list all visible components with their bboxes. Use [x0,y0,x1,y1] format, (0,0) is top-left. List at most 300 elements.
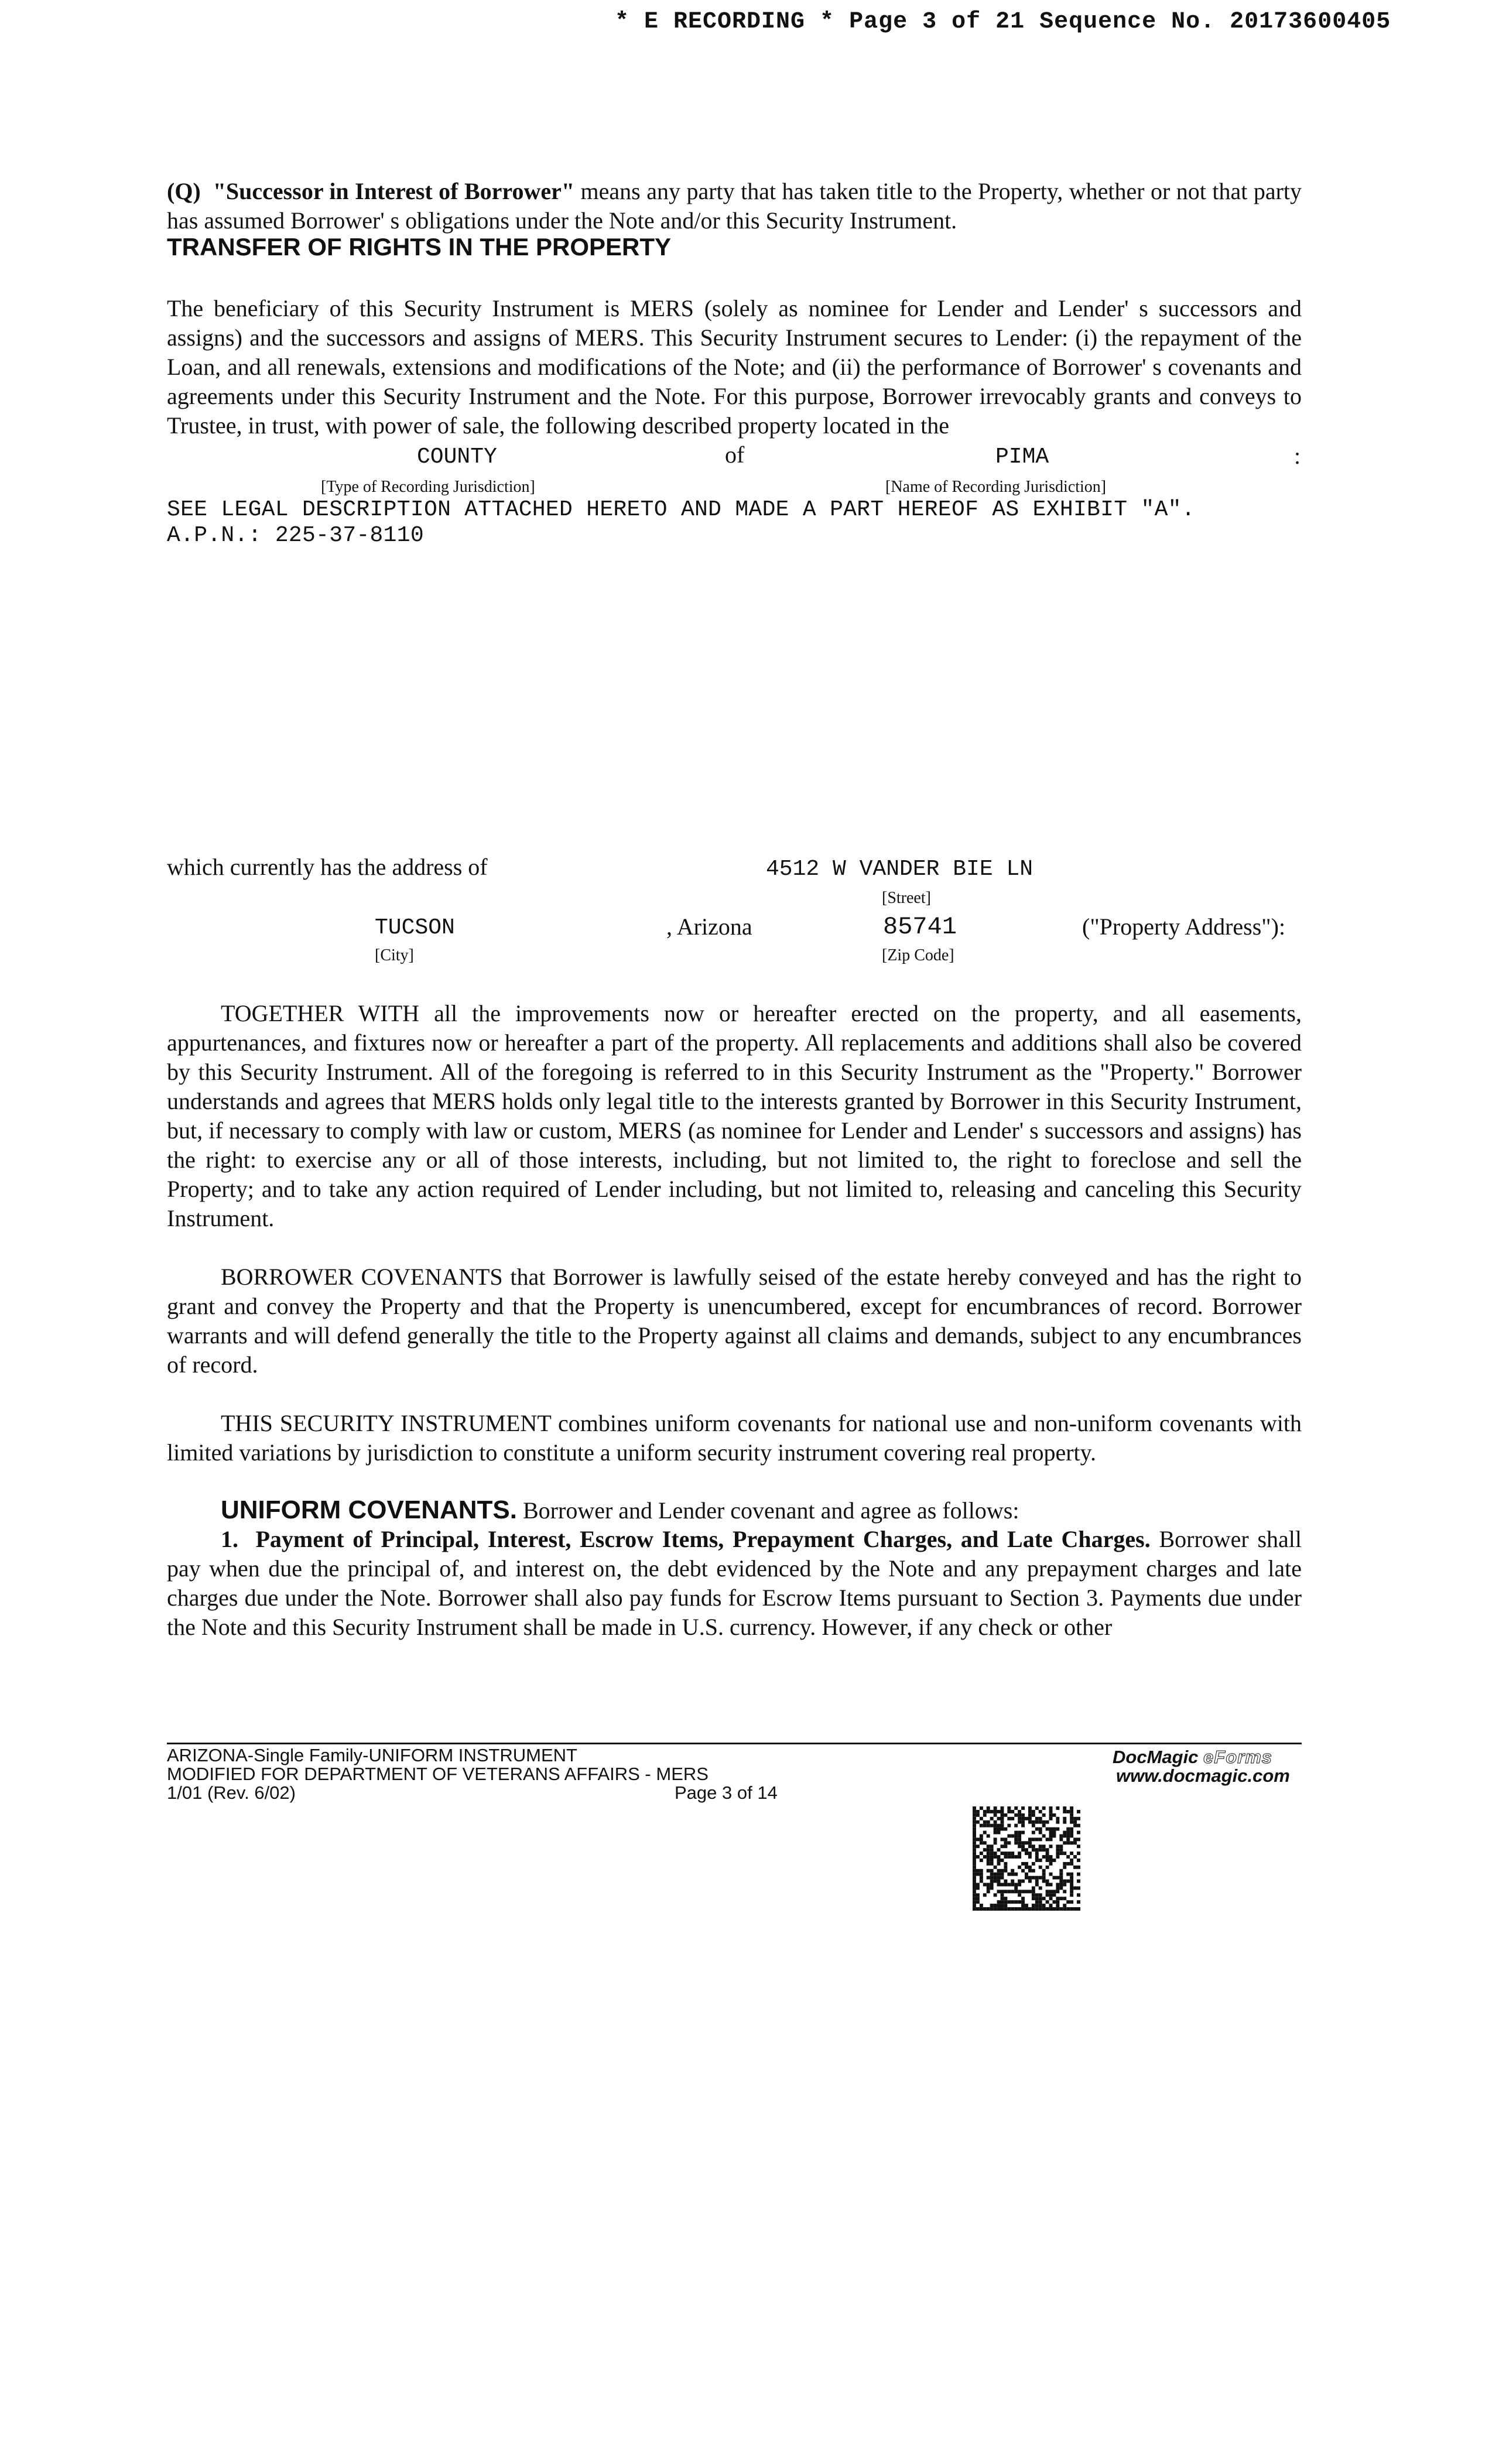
qr-cell [1039,1897,1042,1900]
qr-cell [1035,1828,1039,1831]
qr-cell [1007,1890,1011,1893]
qr-cell [1004,1897,1007,1900]
qr-cell [1077,1810,1080,1813]
qr-cell [1028,1855,1032,1859]
qr-cell [1032,1820,1035,1824]
qr-cell [1049,1904,1053,1907]
qr-cell [973,1893,976,1897]
qr-cell [1032,1848,1035,1852]
qr-cell [1066,1907,1070,1911]
qr-cell [1014,1900,1018,1904]
qr-cell [1056,1886,1059,1890]
qr-cell [1070,1820,1073,1824]
qr-cell [1049,1834,1053,1837]
qr-cell [1073,1820,1077,1824]
security-instrument-paragraph: THIS SECURITY INSTRUMENT combines uniform covenants for national use and non-uniform covenants with limited variations by jurisdiction to constitute a uniform security instrument covering real property. [167,1410,1302,1466]
qr-cell [1049,1817,1053,1820]
qr-cell [1077,1844,1080,1848]
qr-cell [1042,1873,1046,1876]
qr-cell [1073,1841,1077,1844]
jurisdiction-name-label: [Name of Recording Jurisdiction] [885,478,1107,496]
qr-cell [973,1900,976,1904]
qr-cell [1011,1873,1014,1876]
qr-cell [990,1904,994,1907]
jurisdiction-type-value: COUNTY [417,444,497,470]
qr-cell [980,1904,983,1907]
qr-cell [994,1810,997,1813]
qr-cell [1011,1900,1014,1904]
qr-cell [1021,1844,1025,1848]
qr-cell [1039,1876,1042,1880]
qr-cell [1056,1820,1059,1824]
qr-cell [997,1876,1001,1880]
qr-cell [1039,1866,1042,1869]
qr-cell [1042,1897,1046,1900]
qr-cell [1028,1876,1032,1880]
qr-cell [1004,1852,1007,1855]
qr-cell [990,1859,994,1862]
qr-cell [1004,1904,1007,1907]
qr-cell [973,1831,976,1835]
qr-cell [997,1848,1001,1852]
qr-cell [990,1886,994,1890]
qr-cell [1066,1873,1070,1876]
qr-cell [1004,1900,1007,1904]
qr-cell [1066,1837,1070,1841]
qr-cell [1066,1831,1070,1835]
qr-cell [983,1848,987,1852]
definition-q-term: "Successor in Interest of Borrower" [213,178,575,204]
qr-cell [976,1844,980,1848]
qr-cell [1039,1820,1042,1824]
qr-cell [1073,1824,1077,1828]
qr-cell [1056,1904,1059,1907]
qr-cell [987,1859,990,1862]
qr-cell [1056,1855,1059,1859]
qr-cell [1070,1873,1073,1876]
qr-cell [1056,1844,1059,1848]
qr-cell [1007,1817,1011,1820]
qr-cell [1056,1876,1059,1880]
qr-cell [1035,1820,1039,1824]
qr-cell [1011,1869,1014,1873]
qr-cell [1049,1890,1053,1893]
qr-cell [973,1810,976,1813]
qr-cell [994,1828,997,1831]
qr-cell [1035,1848,1039,1852]
qr-cell [1028,1866,1032,1869]
qr-cell [1066,1834,1070,1837]
recording-banner: * E RECORDING * Page 3 of 21 Sequence No. 20173600405 [615,9,1391,35]
qr-cell [997,1904,1001,1907]
qr-cell [1007,1907,1011,1911]
qr-cell [990,1876,994,1880]
qr-cell [1001,1883,1004,1887]
qr-cell [1056,1848,1059,1852]
qr-cell [1021,1904,1025,1907]
qr-cell [1059,1876,1063,1880]
qr-cell [1032,1893,1035,1897]
qr-cell [1001,1837,1004,1841]
qr-cell [987,1824,990,1828]
address-intro: which currently has the address of [167,854,488,880]
qr-cell [1011,1907,1014,1911]
qr-cell [1070,1852,1073,1855]
qr-cell [997,1859,1001,1862]
qr-cell [1070,1900,1073,1904]
qr-cell [1025,1841,1028,1844]
qr-cell [973,1820,976,1824]
address-street-label: [Street] [882,889,931,907]
qr-cell [1077,1880,1080,1883]
qr-cell [1035,1806,1039,1810]
qr-cell [1018,1893,1021,1897]
qr-cell [1001,1904,1004,1907]
qr-cell [976,1897,980,1900]
qr-cell [1046,1852,1049,1855]
qr-cell [1025,1862,1028,1866]
address-property-address: ("Property Address"): [1082,913,1286,940]
qr-cell [1028,1844,1032,1848]
qr-cell [990,1880,994,1883]
qr-cell [1035,1855,1039,1859]
qr-cell [1046,1880,1049,1883]
qr-cell [976,1907,980,1911]
transfer-heading: TRANSFER OF RIGHTS IN THE PROPERTY [167,233,672,261]
qr-cell [1004,1813,1007,1817]
qr-cell [1018,1900,1021,1904]
qr-cell [1066,1880,1070,1883]
qr-cell [1021,1841,1025,1844]
footer-website: www.docmagic.com [1116,1765,1290,1786]
qr-cell [1032,1824,1035,1828]
qr-cell [1059,1852,1063,1855]
qr-cell [1018,1883,1021,1887]
uniform-covenants-intro-text: Borrower and Lender covenant and agree as follows: [523,1497,1019,1524]
qr-cell [1032,1869,1035,1873]
qr-cell [973,1813,976,1817]
qr-cell [1039,1848,1042,1852]
address-state: , Arizona [666,913,752,940]
qr-cell [997,1883,1001,1887]
qr-cell [1007,1810,1011,1813]
qr-cell [1001,1873,1004,1876]
qr-cell [1025,1848,1028,1852]
qr-cell [976,1873,980,1876]
qr-cell [973,1873,976,1876]
qr-cell [1014,1855,1018,1859]
qr-cell [987,1890,990,1893]
qr-cell [994,1866,997,1869]
qr-cell [987,1869,990,1873]
qr-cell [1077,1859,1080,1862]
qr-cell [1001,1859,1004,1862]
qr-cell [1042,1904,1046,1907]
qr-cell [1039,1828,1042,1831]
qr-cell [990,1855,994,1859]
qr-cell [1042,1824,1046,1828]
qr-cell [1046,1828,1049,1831]
qr-cell [973,1876,976,1880]
qr-cell [990,1869,994,1873]
address-city: TUCSON [375,915,455,940]
qr-cell [1014,1841,1018,1844]
qr-cell [1073,1866,1077,1869]
qr-cell [1053,1876,1056,1880]
qr-cell [1014,1824,1018,1828]
qr-cell [973,1869,976,1873]
qr-cell [1070,1880,1073,1883]
qr-cell [1007,1852,1011,1855]
qr-cell [1014,1831,1018,1835]
qr-cell [1011,1880,1014,1883]
qr-cell [1063,1806,1066,1810]
qr-cell [987,1848,990,1852]
definition-q-marker: (Q) [167,178,201,204]
qr-cell [1077,1837,1080,1841]
qr-cell [1025,1852,1028,1855]
qr-cell [980,1873,983,1876]
qr-cell [983,1813,987,1817]
qr-cell [1014,1886,1018,1890]
qr-cell [1077,1831,1080,1835]
qr-cell [1018,1834,1021,1837]
qr-cell [1056,1828,1059,1831]
qr-cell [1018,1855,1021,1859]
qr-cell [1056,1883,1059,1887]
footer-form-line3: 1/01 (Rev. 6/02) [167,1782,296,1803]
qr-cell [1049,1859,1053,1862]
qr-cell [1059,1844,1063,1848]
qr-cell [1049,1897,1053,1900]
qr-cell [1070,1813,1073,1817]
qr-cell [976,1869,980,1873]
qr-cell [1053,1890,1056,1893]
footer-rule [167,1743,1302,1744]
qr-cell [973,1859,976,1862]
qr-cell [1042,1820,1046,1824]
qr-cell [1007,1841,1011,1844]
qr-cell [1053,1900,1056,1904]
qr-cell [1001,1907,1004,1911]
qr-cell [1021,1862,1025,1866]
qr-cell [1032,1831,1035,1835]
qr-cell [997,1880,1001,1883]
qr-cell [1021,1848,1025,1852]
address-street: 4512 W VANDER BIE LN [766,857,1033,882]
qr-cell [1066,1862,1070,1866]
qr-cell [973,1855,976,1859]
qr-cell [1039,1886,1042,1890]
borrower-covenants-paragraph: BORROWER COVENANTS that Borrower is lawfully seised of the estate hereby conveyed and has the right to grant and convey the Property and that the Property is unencumbered, except for encumbrances of record. Borrower warrants and will defend generally the title to the Property against all claims and demands, subject to any encumbrances of record. [167,1264,1302,1378]
qr-cell [1059,1907,1063,1911]
qr-cell [997,1824,1001,1828]
qr-cell [987,1886,990,1890]
qr-cell [987,1862,990,1866]
qr-cell [973,1828,976,1831]
qr-cell [1059,1834,1063,1837]
qr-cell [997,1890,1001,1893]
qr-cell [987,1806,990,1810]
qr-cell [1063,1820,1066,1824]
address-city-label: [City] [375,946,414,964]
qr-cell [983,1893,987,1897]
qr-cell [1070,1859,1073,1862]
qr-cell [1028,1907,1032,1911]
qr-cell [1035,1880,1039,1883]
qr-cell [1070,1828,1073,1831]
qr-cell [1004,1907,1007,1911]
qr-cell [990,1883,994,1887]
qr-cell [990,1852,994,1855]
qr-cell [1053,1831,1056,1835]
qr-cell [1053,1813,1056,1817]
qr-cell [1028,1817,1032,1820]
qr-cell [997,1828,1001,1831]
qr-cell [1021,1831,1025,1835]
qr-cell [973,1886,976,1890]
qr-cell [994,1893,997,1897]
qr-cell [1032,1907,1035,1911]
qr-cell [980,1806,983,1810]
qr-cell [1032,1837,1035,1841]
qr-cell [1070,1817,1073,1820]
qr-cell [1049,1806,1053,1810]
qr-cell [1028,1880,1032,1883]
qr-cell [1011,1834,1014,1837]
qr-cell [1021,1824,1025,1828]
qr-cell [1018,1831,1021,1835]
qr-cell [1070,1810,1073,1813]
qr-cell [1077,1824,1080,1828]
qr-cell [1070,1907,1073,1911]
qr-cell [1001,1828,1004,1831]
qr-cell [1049,1844,1053,1848]
qr-cell [1066,1810,1070,1813]
qr-cell [1066,1828,1070,1831]
qr-cell [1014,1834,1018,1837]
covenant-1-text: Borrower shall pay when due the principal of, and interest on, the debt evidenced by the Note and any prepayment charges and late charges due under the Note. Borrower shall also pay funds for Escrow Items pursuant to Section 3. Payments due under the Note and this Security Instrument shall be made in U.S. currency. However, if any check or other [167,1526,1302,1640]
qr-cell [1063,1907,1066,1911]
qr-cell [987,1844,990,1848]
qr-cell [1025,1904,1028,1907]
qr-cell [1032,1904,1035,1907]
qr-cell [1077,1873,1080,1876]
qr-cell [1035,1817,1039,1820]
qr-cell [973,1897,976,1900]
qr-cell [1014,1883,1018,1887]
qr-cell [1018,1866,1021,1869]
qr-cell [1032,1876,1035,1880]
qr-cell [1070,1862,1073,1866]
qr-cell [997,1855,1001,1859]
uniform-covenants-intro [167,1495,1302,1525]
qr-cell [1077,1900,1080,1904]
footer-brand [1113,1747,1272,1767]
qr-cell [983,1820,987,1824]
qr-cell [1011,1852,1014,1855]
qr-cell [1035,1876,1039,1880]
qr-cell [1007,1834,1011,1837]
uniform-covenants-heading: UNIFORM COVENANTS. [221,1495,517,1524]
qr-cell [1001,1897,1004,1900]
qr-cell [973,1852,976,1855]
qr-cell [1018,1880,1021,1883]
qr-cell [1056,1900,1059,1904]
qr-cell [1004,1866,1007,1869]
qr-cell [1004,1855,1007,1859]
qr-cell [1021,1817,1025,1820]
qr-cell [1046,1866,1049,1869]
qr-cell [973,1817,976,1820]
qr-cell [1063,1862,1066,1866]
qr-cell [1053,1907,1056,1911]
qr-cell [1070,1893,1073,1897]
qr-cell [987,1876,990,1880]
qr-cell [980,1880,983,1883]
qr-cell [1025,1866,1028,1869]
qr-cell [1066,1841,1070,1844]
qr-cell [1077,1852,1080,1855]
qr-cell [1059,1837,1063,1841]
qr-cell [1039,1859,1042,1862]
qr-cell [1063,1866,1066,1869]
qr-cell [1028,1852,1032,1855]
qr-cell [987,1810,990,1813]
qr-cell [1001,1890,1004,1893]
qr-cell [980,1837,983,1841]
jurisdiction-of: of [725,442,745,468]
qr-cell [997,1862,1001,1866]
qr-cell [1032,1810,1035,1813]
qr-cell [1046,1859,1049,1862]
qr-cell [1073,1907,1077,1911]
qr-cell [1042,1876,1046,1880]
qr-cell [973,1866,976,1869]
legal-description-line1: SEE LEGAL DESCRIPTION ATTACHED HERETO AND MADE A PART HEREOF AS EXHIBIT "A". [167,497,1195,522]
qr-cell [997,1907,1001,1911]
qr-cell [1014,1890,1018,1893]
qr-cell [1004,1841,1007,1844]
qr-cell [1053,1828,1056,1831]
qr-cell [980,1841,983,1844]
qr-cell [980,1852,983,1855]
qr-cell [1056,1852,1059,1855]
qr-cell [1007,1855,1011,1859]
qr-cell [1001,1869,1004,1873]
qr-cell [1046,1855,1049,1859]
qr-cell [1014,1813,1018,1817]
qr-cell [1021,1869,1025,1873]
qr-cell [990,1817,994,1820]
qr-cell [1049,1810,1053,1813]
qr-cell [1039,1817,1042,1820]
qr-cell [1049,1862,1053,1866]
qr-cell [1011,1883,1014,1887]
qr-cell [1073,1817,1077,1820]
qr-cell [983,1824,987,1828]
qr-cell [994,1904,997,1907]
qr-cell [1063,1817,1066,1820]
qr-cell [997,1900,1001,1904]
qr-cell [1046,1848,1049,1852]
qr-cell [1035,1907,1039,1911]
qr-cell [983,1810,987,1813]
qr-cell [1028,1869,1032,1873]
qr-cell [1049,1837,1053,1841]
qr-cell [973,1841,976,1844]
qr-cell [1035,1904,1039,1907]
